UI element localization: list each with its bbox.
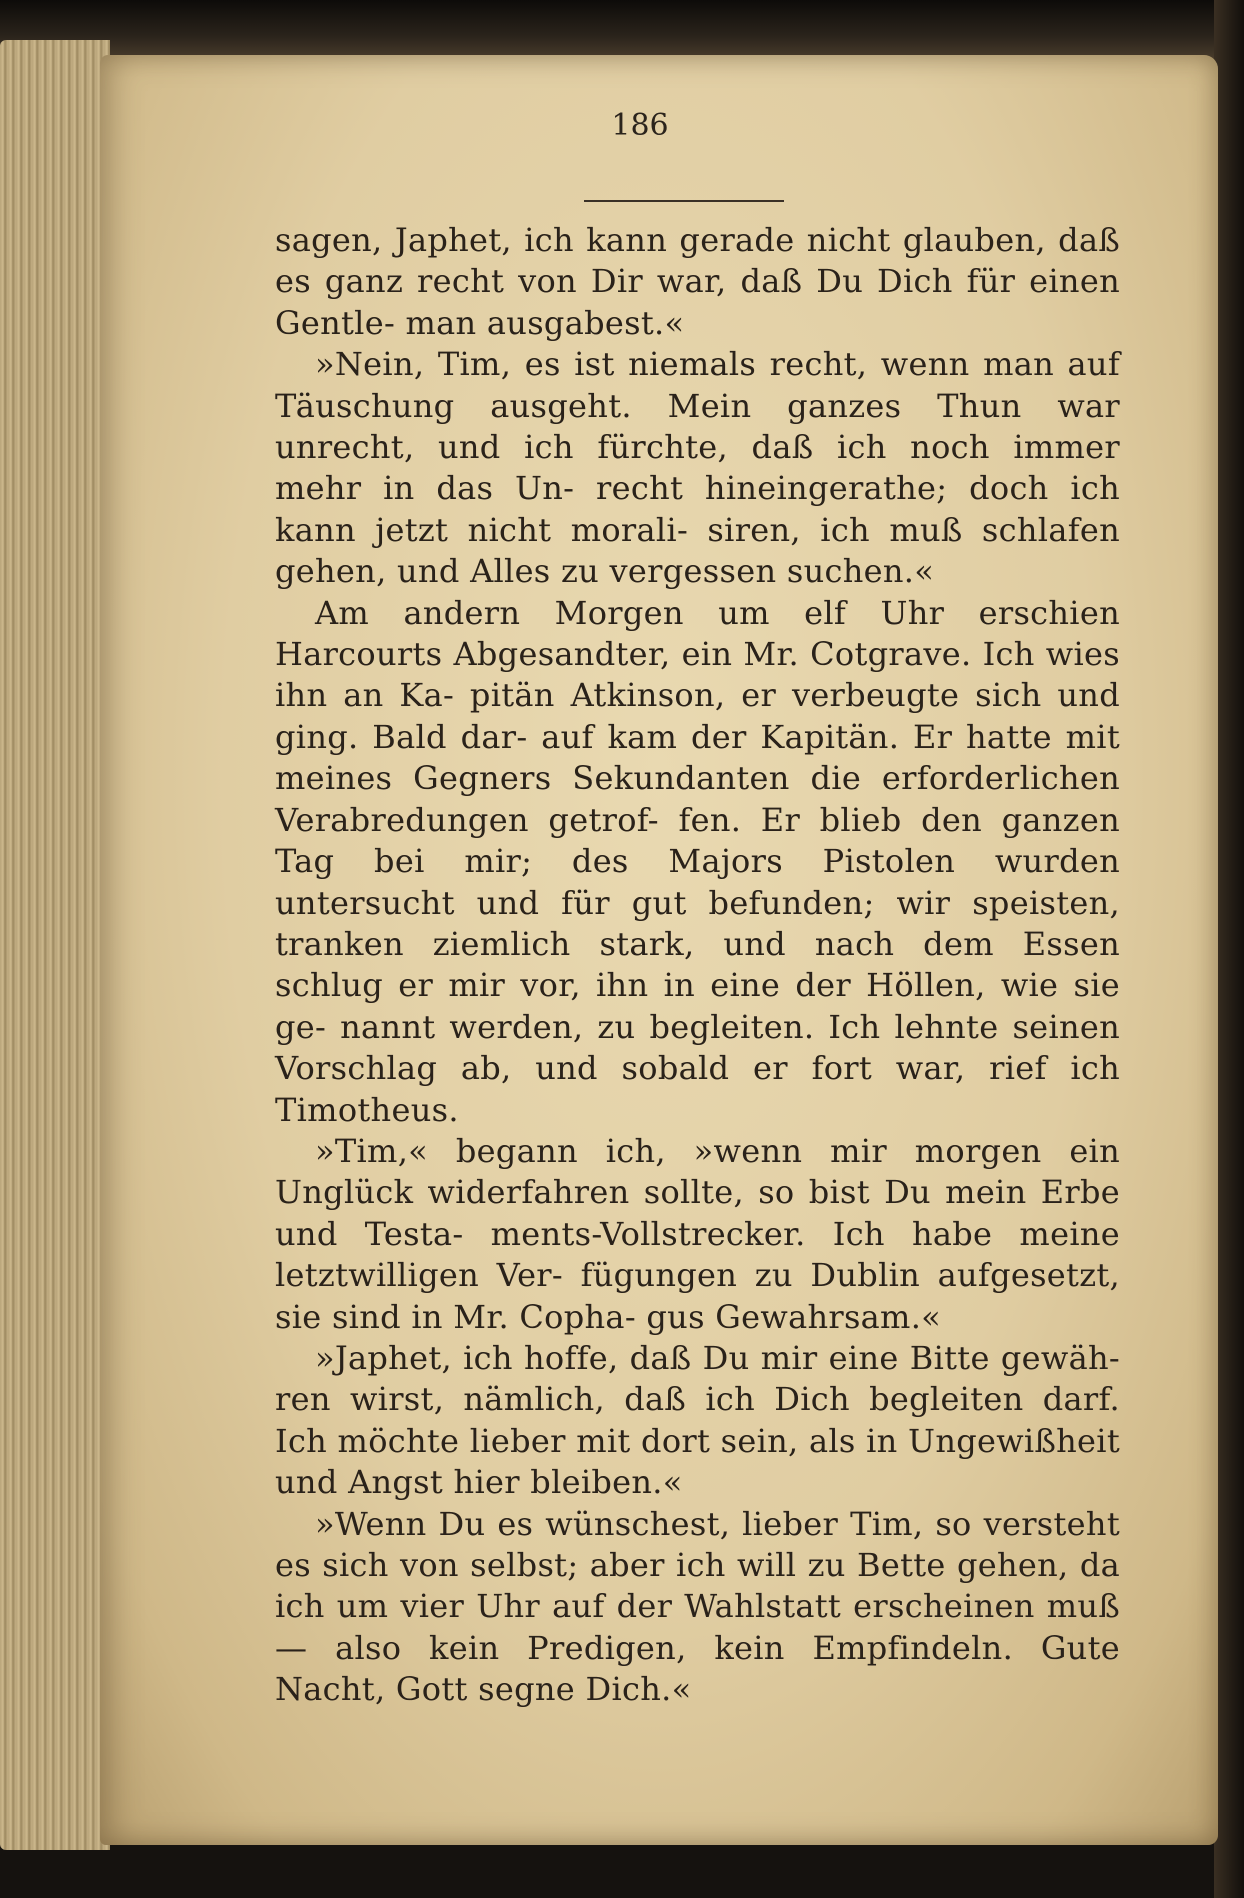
page-number: 186 <box>611 108 669 143</box>
book-cover-top <box>0 0 1244 60</box>
paragraph-6: »Wenn Du es wünschest, lieber Tim, so versteht es sich von selbst; aber ich will zu Bette gehen, da ich um vier Uhr auf der Wahlstatt erscheinen muß — also kein Predigen, kein Empfindeln. Gute Nacht, Gott segne Dich.« <box>275 1504 1120 1709</box>
paragraph-1: sagen, Japhet, ich kann gerade nicht glauben, daß es ganz recht von Dir war, daß Du Dich für einen Gentle- man ausgabest.« <box>275 221 1120 342</box>
page-number-rule <box>584 200 784 202</box>
paragraph-2: »Nein, Tim, es ist niemals recht, wenn man auf Täuschung ausgeht. Mein ganzes Thun war unrecht, und ich fürchte, daß ich noch immer mehr in das Un- recht hineingerathe; doch ich kann jetzt nicht morali- siren, ich muß schlafen gehen, und Alles zu vergessen suchen.« <box>275 345 1120 591</box>
paragraph-5: »Japhet, ich hoffe, daß Du mir eine Bitte gewäh- ren wirst, nämlich, daß ich Dich begleiten darf. Ich möchte lieber mit dort sein, als in Ungewißheit und Angst hier bleiben.« <box>275 1338 1120 1502</box>
page-stack-edge <box>0 40 110 1850</box>
book-cover-right <box>1214 0 1244 1898</box>
page-text <box>275 220 1120 1711</box>
paragraph-4: »Tim,« begann ich, »wenn mir morgen ein Unglück widerfahren sollte, so bist Du mein Erbe und Testa- ments-Vollstrecker. Ich habe meine letztwilligen Ver- fügungen zu Dublin aufgesetzt, sie sind in Mr. Copha- gus Gewahrsam.« <box>275 1131 1120 1336</box>
paragraph-3: Am andern Morgen um elf Uhr erschien Harcourts Abgesandter, ein Mr. Cotgrave. Ich wies ihn an Ka- pitän Atkinson, er verbeugte sich und ging. Bald dar- auf kam der Kapitän. Er hatte mit meines Gegners Sekundanten die erforderlichen Verabredungen getrof- fen. Er blieb den ganzen Tag bei mir; des Majors Pistolen wurden untersucht und für gut befunden; wir speisten, tranken ziemlich stark, und nach dem Essen schlug er mir vor, ihn in eine der Höllen, wie sie ge- nannt werden, zu begleiten. Ich lehnte seinen Vorschlag ab, und sobald er fort war, rief ich Timotheus. <box>275 593 1120 1129</box>
